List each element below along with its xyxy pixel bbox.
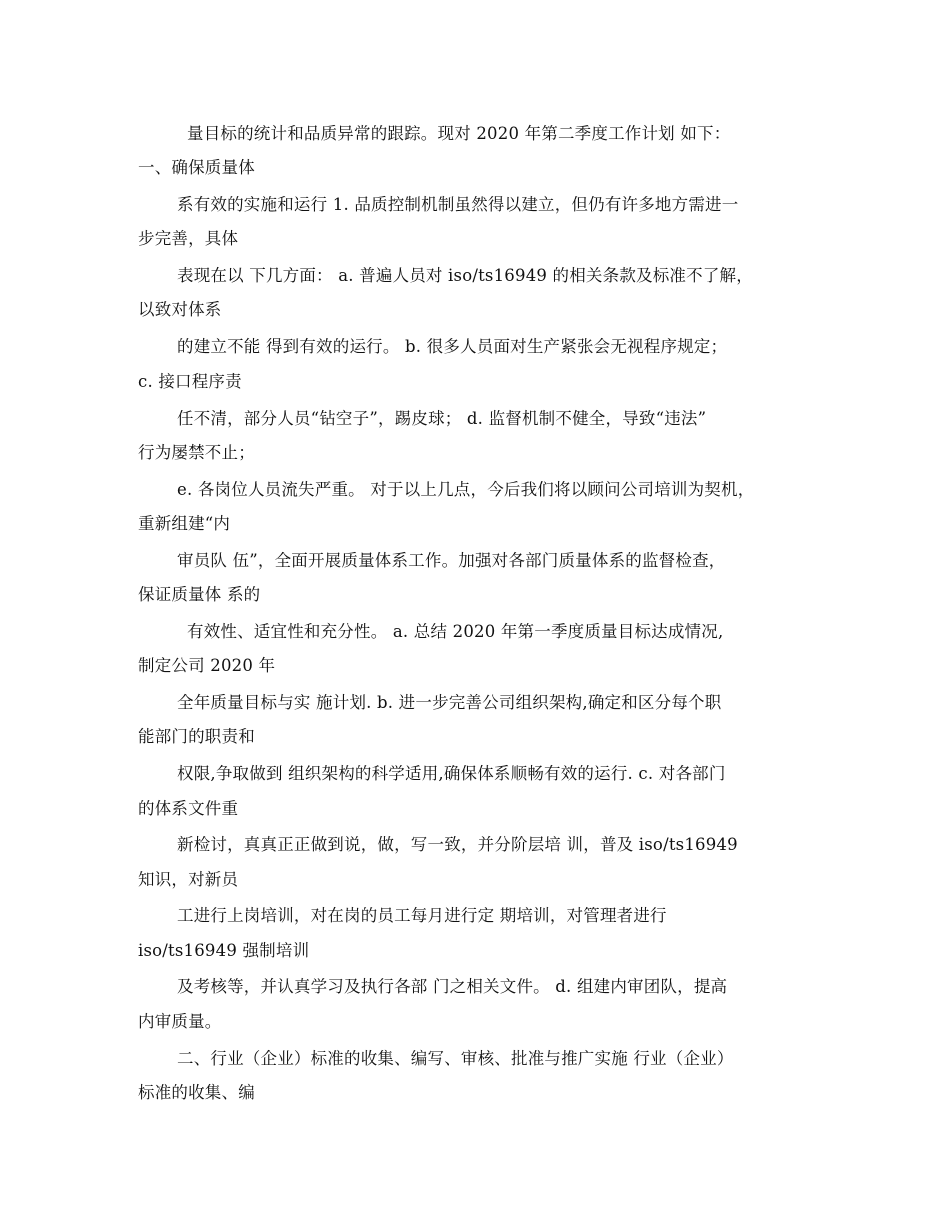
text-line: 能部门的职责和 <box>138 727 255 746</box>
text-line: 任不清，部分人员“钻空子”，踢皮球； d. 监督机制不健全，导致“违法” <box>177 409 707 428</box>
text-line: 一、确保质量体 <box>138 158 255 177</box>
text-line: 系有效的实施和运行 1. 品质控制机制虽然得以建立，但仍有许多地方需进一 <box>177 195 739 214</box>
text-line: 标准的收集、编 <box>138 1083 255 1102</box>
text-line: e. 各岗位人员流失严重。 对于以上几点，今后我们将以顾问公司培训为契机， <box>177 480 755 499</box>
text-line: 重新组建“内 <box>138 514 231 533</box>
text-line: 行为屡禁不止； <box>138 443 255 462</box>
text-line: 审员队 伍”，全面开展质量体系工作。加强对各部门质量体系的监督检查， <box>177 551 726 570</box>
text-line: 权限,争取做到 组织架构的科学适用,确保体系顺畅有效的运行. c. 对各部门 <box>177 764 726 783</box>
text-line: iso/ts16949 强制培训 <box>138 941 310 960</box>
text-line: 表现在以 下几方面： a. 普遍人员对 iso/ts16949 的相关条款及标准不了解， <box>177 266 753 285</box>
text-line: 有效性、适宜性和充分性。 a. 总结 2020 年第一季度质量目标达成情况, <box>187 622 724 641</box>
text-line: 步完善，具体 <box>138 229 239 248</box>
text-line: c. 接口程序责 <box>138 372 242 391</box>
text-line: 新检讨，真真正正做到说，做，写一致，并分阶层培 训，普及 iso/ts16949 <box>177 835 738 854</box>
text-line: 全年质量目标与实 施计划. b. 进一步完善公司组织架构,确定和区分每个职 <box>177 693 722 712</box>
text-line: 工进行上岗培训，对在岗的员工每月进行定 期培训，对管理者进行 <box>177 906 667 925</box>
text-line: 的建立不能 得到有效的运行。 b. 很多人员面对生产紧张会无视程序规定； <box>177 337 728 356</box>
text-line: 制定公司 2020 年 <box>138 656 276 675</box>
text-line: 及考核等，并认真学习及执行各部 门之相关文件。 d. 组建内审团队，提高 <box>177 977 728 996</box>
text-line: 的体系文件重 <box>138 799 239 818</box>
text-line: 知识，对新员 <box>138 870 239 889</box>
text-line: 量目标的统计和品质异常的跟踪。现对 2020 年第二季度工作计划 如下： <box>187 124 731 143</box>
text-line: 二、行业（企业）标准的收集、编写、审核、批准与推广实施 行业（企业） <box>177 1049 734 1068</box>
text-line: 内审质量。 <box>138 1012 222 1031</box>
text-line: 保证质量体 系的 <box>138 585 261 604</box>
text-line: 以致对体系 <box>138 300 222 319</box>
